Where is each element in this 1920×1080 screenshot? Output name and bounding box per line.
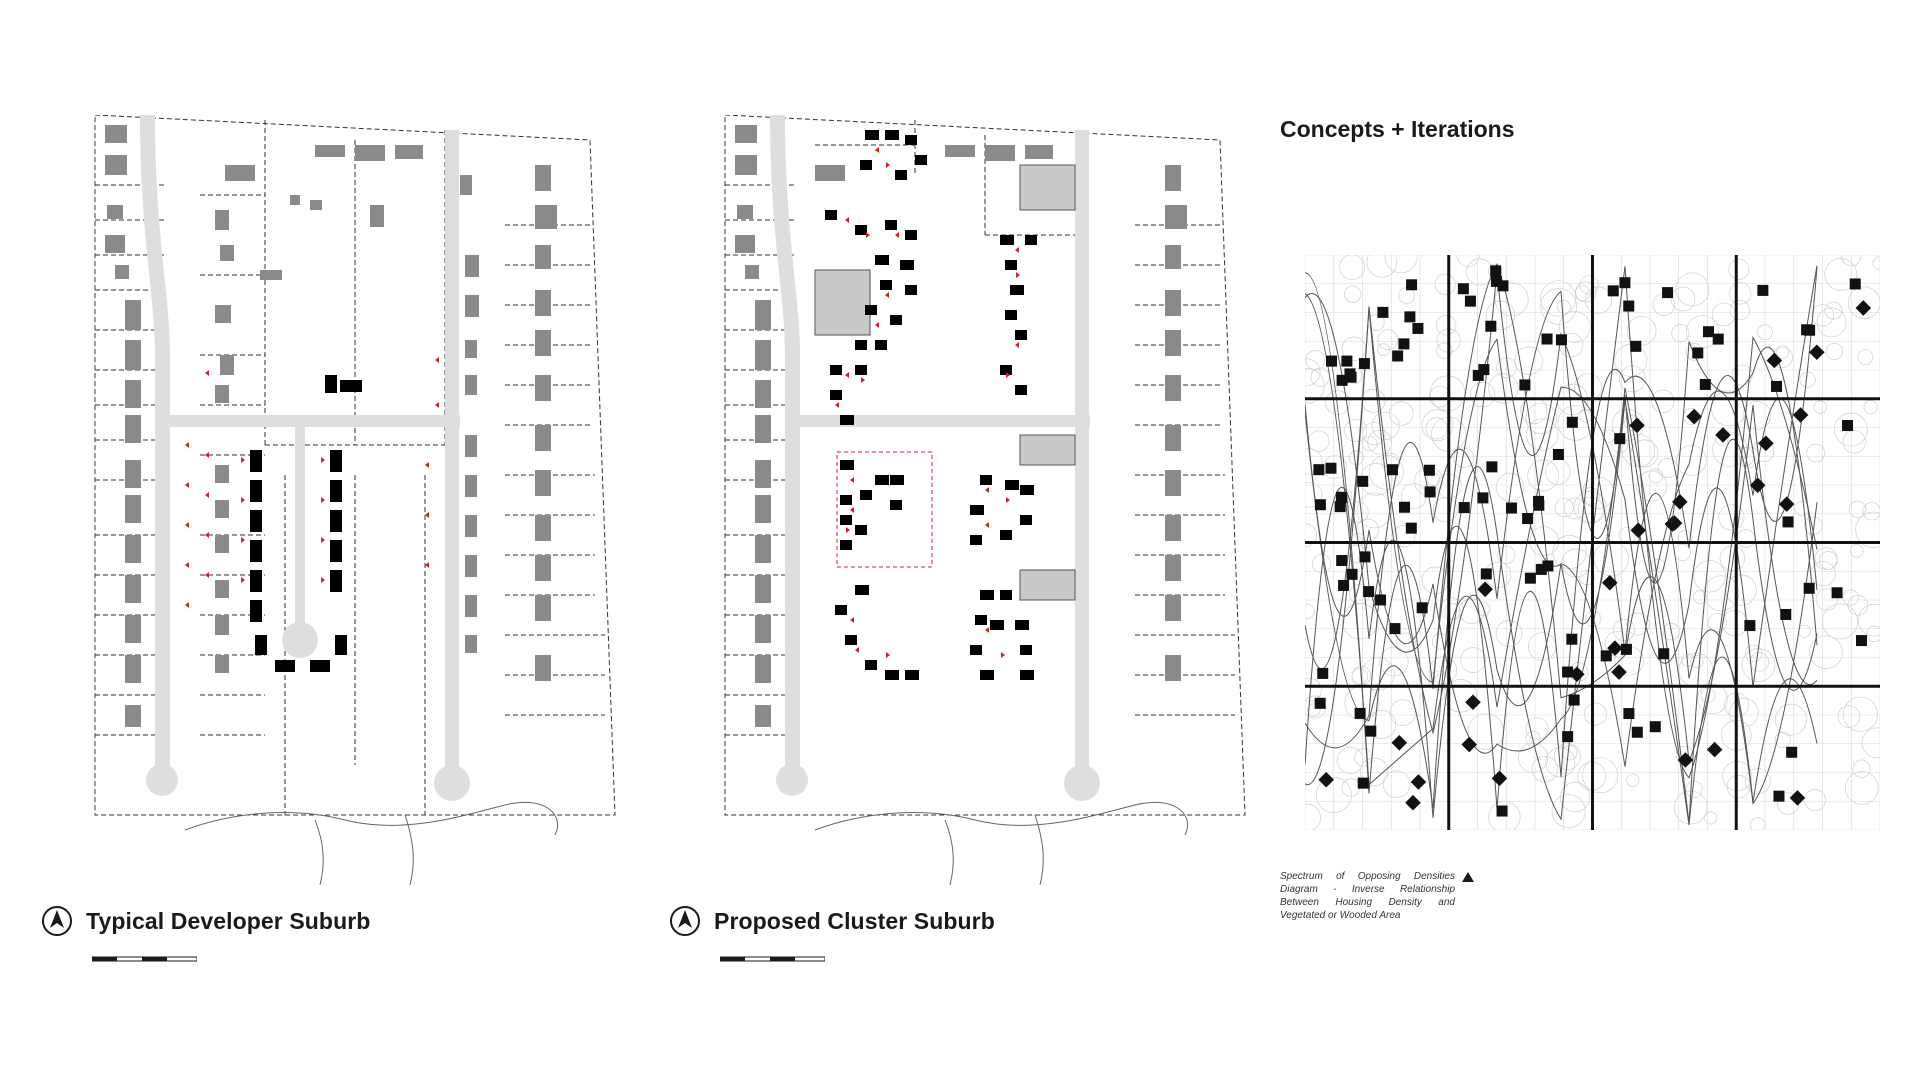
tree-canopy <box>1676 273 1709 306</box>
concepts-title: Concepts + Iterations <box>1280 116 1515 142</box>
tree-canopy <box>1562 745 1577 760</box>
house-block <box>1365 726 1376 737</box>
tree-canopy <box>1594 541 1629 576</box>
cluster-suburb-drawing <box>715 115 1255 890</box>
density-spectrum-diagram <box>1305 255 1880 830</box>
tree-canopy <box>1730 283 1752 305</box>
tree-canopy <box>1457 255 1480 266</box>
house-block <box>1662 287 1673 298</box>
house-block <box>1478 364 1489 375</box>
house-block <box>1359 551 1370 562</box>
house-block <box>1486 461 1497 472</box>
house-block <box>1465 694 1481 710</box>
house-block <box>1804 583 1815 594</box>
cluster-suburb-plan <box>715 115 1255 890</box>
tree-canopy <box>1694 561 1726 593</box>
north-arrow-icon <box>670 906 700 936</box>
tree-canopy <box>1814 401 1827 414</box>
tree-canopy <box>1873 257 1880 270</box>
tree-canopy <box>1826 343 1842 359</box>
tree-canopy <box>1378 330 1398 350</box>
house-block <box>1757 285 1768 296</box>
tree-canopy <box>1649 469 1663 483</box>
tree-canopy <box>1613 619 1634 640</box>
house-block <box>1771 381 1782 392</box>
tree-canopy <box>1305 804 1321 830</box>
cluster-suburb-title: Proposed Cluster Suburb <box>714 907 995 934</box>
house-block <box>1542 560 1553 571</box>
house-block <box>1313 464 1324 475</box>
house-block <box>1491 276 1502 287</box>
tree-canopy <box>1540 281 1575 316</box>
house-block <box>1406 279 1417 290</box>
tree-canopy <box>1815 548 1837 570</box>
house-block <box>1614 433 1625 444</box>
house-block <box>1533 496 1544 507</box>
house-block <box>1744 620 1755 631</box>
tree-canopy <box>1730 300 1750 320</box>
tree-canopy <box>1426 418 1447 439</box>
tree-canopy <box>1845 772 1878 805</box>
house-block <box>1389 623 1400 634</box>
house-block <box>1632 727 1643 738</box>
house-block <box>1715 427 1731 443</box>
house-block <box>1608 285 1619 296</box>
house-block <box>1804 325 1815 336</box>
house-block <box>1358 778 1369 789</box>
tree-canopy <box>1526 717 1548 739</box>
house-block <box>1678 752 1694 768</box>
tree-canopy <box>1435 274 1455 294</box>
house-block <box>1850 278 1861 289</box>
house-block <box>1856 635 1867 646</box>
typical-suburb-caption <box>42 906 370 936</box>
tree-canopy <box>1798 625 1810 637</box>
house-block <box>1556 334 1567 345</box>
tree-canopy <box>1342 779 1360 797</box>
house-block <box>1425 486 1436 497</box>
tree-canopy <box>1742 649 1775 682</box>
house-block <box>1461 737 1477 753</box>
tree-canopy <box>1429 386 1450 407</box>
house-block <box>1658 648 1669 659</box>
tree-canopy <box>1704 576 1739 611</box>
house-block <box>1793 407 1809 423</box>
house-block <box>1553 449 1564 460</box>
tree-canopy <box>1853 760 1870 777</box>
house-block <box>1525 573 1536 584</box>
house-block <box>1832 587 1843 598</box>
house-block <box>1359 358 1370 369</box>
house-block <box>1412 323 1423 334</box>
tree-canopy <box>1562 549 1590 577</box>
house-block <box>1842 420 1853 431</box>
house-block <box>1562 731 1573 742</box>
tree-canopy <box>1344 286 1360 302</box>
tree-canopy <box>1445 603 1460 618</box>
house-block <box>1411 774 1427 790</box>
tree-canopy <box>1745 645 1762 662</box>
tree-canopy <box>1819 551 1837 569</box>
house-block <box>1477 492 1488 503</box>
house-block <box>1318 772 1334 788</box>
house-block <box>1387 464 1398 475</box>
house-block <box>1417 602 1428 613</box>
house-block <box>1347 569 1358 580</box>
triangle-pointer-icon <box>1462 872 1474 882</box>
house-block <box>1392 350 1403 361</box>
tree-canopy <box>1553 535 1586 568</box>
typical-suburb-drawing <box>85 115 625 890</box>
tree-canopy <box>1750 818 1765 830</box>
tree-canopy <box>1528 633 1556 661</box>
tree-canopy <box>1867 626 1880 642</box>
tree-canopy <box>1843 590 1858 605</box>
tree-canopy <box>1858 604 1880 636</box>
house-block <box>1399 502 1410 513</box>
house-block <box>1631 522 1647 538</box>
house-block <box>1779 496 1795 512</box>
house-block <box>1856 300 1872 316</box>
tree-canopy <box>1810 636 1843 669</box>
tree-canopy <box>1461 648 1486 673</box>
tree-canopy <box>1584 703 1606 725</box>
density-matrix-drawing <box>1305 255 1880 830</box>
house-block <box>1780 609 1791 620</box>
house-block <box>1497 806 1508 817</box>
tree-canopy <box>1515 347 1543 375</box>
house-block <box>1337 375 1348 386</box>
tree-canopy <box>1362 389 1385 412</box>
house-block <box>1630 341 1641 352</box>
north-arrow-icon <box>42 906 72 936</box>
tree-canopy <box>1579 409 1592 422</box>
tree-canopy <box>1737 530 1755 548</box>
tree-canopy <box>1575 286 1590 301</box>
house-block <box>1363 586 1374 597</box>
tree-canopy <box>1436 315 1456 335</box>
house-block <box>1707 742 1723 758</box>
tree-canopy <box>1372 412 1399 439</box>
flow-curve <box>1305 267 1817 809</box>
tree-canopy <box>1838 706 1860 728</box>
tree-canopy <box>1368 430 1392 454</box>
house-block <box>1621 644 1632 655</box>
house-block <box>1338 580 1349 591</box>
tree-canopy <box>1800 372 1815 387</box>
house-block <box>1650 721 1661 732</box>
house-block <box>1406 523 1417 534</box>
house-block <box>1790 790 1806 806</box>
tree-canopy <box>1337 747 1363 773</box>
tree-canopy <box>1652 390 1675 413</box>
house-block <box>1325 463 1336 474</box>
house-block <box>1773 791 1784 802</box>
tree-canopy <box>1722 611 1747 636</box>
tree-canopy <box>1496 621 1522 647</box>
tree-canopy <box>1580 276 1599 295</box>
tree-canopy <box>1705 812 1717 824</box>
house-block <box>1601 650 1612 661</box>
house-block <box>1336 555 1347 566</box>
house-block <box>1377 307 1388 318</box>
house-block <box>1341 356 1352 367</box>
house-block <box>1355 708 1366 719</box>
house-block <box>1405 795 1421 811</box>
house-block <box>1375 594 1386 605</box>
tree-canopy <box>1585 287 1611 313</box>
house-block <box>1458 283 1469 294</box>
tree-canopy <box>1674 544 1690 560</box>
house-block <box>1477 582 1493 598</box>
house-block <box>1623 301 1634 312</box>
tree-canopy <box>1822 604 1857 639</box>
house-block <box>1522 513 1533 524</box>
tree-canopy <box>1305 604 1314 618</box>
tree-canopy <box>1862 728 1880 758</box>
house-block <box>1485 321 1496 332</box>
house-block <box>1542 334 1553 345</box>
scale-bar-icon <box>720 955 825 963</box>
typical-suburb-plan <box>85 115 625 890</box>
house-block <box>1459 502 1470 513</box>
house-block <box>1569 695 1580 706</box>
tree-canopy <box>1309 431 1330 452</box>
tree-canopy <box>1564 498 1585 519</box>
house-block <box>1398 338 1409 349</box>
house-block <box>1713 334 1724 345</box>
typical-suburb-title: Typical Developer Suburb <box>86 907 371 934</box>
tree-canopy <box>1686 781 1702 797</box>
tree-canopy <box>1807 444 1825 462</box>
house-block <box>1519 379 1530 390</box>
tree-canopy <box>1383 771 1410 798</box>
house-block <box>1623 708 1634 719</box>
tree-canopy <box>1843 697 1877 731</box>
house-block <box>1567 417 1578 428</box>
tree-canopy <box>1349 451 1363 465</box>
house-block <box>1336 492 1347 503</box>
tree-canopy <box>1340 255 1365 280</box>
house-block <box>1490 265 1501 276</box>
scale-bar-icon <box>92 955 197 963</box>
tree-canopy <box>1850 544 1863 557</box>
house-block <box>1392 735 1408 751</box>
tree-canopy <box>1306 351 1325 370</box>
house-block <box>1357 476 1368 487</box>
tree-canopy <box>1864 401 1877 414</box>
tree-canopy <box>1367 255 1397 277</box>
tree-canopy <box>1743 401 1771 429</box>
house-block <box>1424 465 1435 476</box>
house-block <box>1315 499 1326 510</box>
tree-canopy <box>1858 350 1873 365</box>
house-block <box>1692 347 1703 358</box>
house-block <box>1786 747 1797 758</box>
house-block <box>1783 516 1794 527</box>
house-block <box>1566 634 1577 645</box>
house-block <box>1481 568 1492 579</box>
tree-canopy <box>1389 402 1413 426</box>
house-block <box>1465 296 1476 307</box>
house-block <box>1619 277 1630 288</box>
house-block <box>1700 379 1711 390</box>
house-block <box>1315 698 1326 709</box>
house-block <box>1703 326 1714 337</box>
house-block <box>1326 356 1337 367</box>
house-block <box>1317 668 1328 679</box>
tree-canopy <box>1390 700 1416 726</box>
house-block <box>1506 502 1517 513</box>
tree-canopy <box>1729 259 1749 279</box>
cluster-suburb-caption <box>670 906 995 936</box>
tree-canopy <box>1532 756 1558 782</box>
house-block <box>1404 311 1415 322</box>
tree-canopy <box>1627 774 1639 786</box>
density-diagram-caption: Spectrum of Opposing Densities Diagram - Inverse Relationship Between Housing Density and Vegetated or Wooded Area <box>1280 871 1455 921</box>
tree-canopy <box>1385 255 1417 273</box>
